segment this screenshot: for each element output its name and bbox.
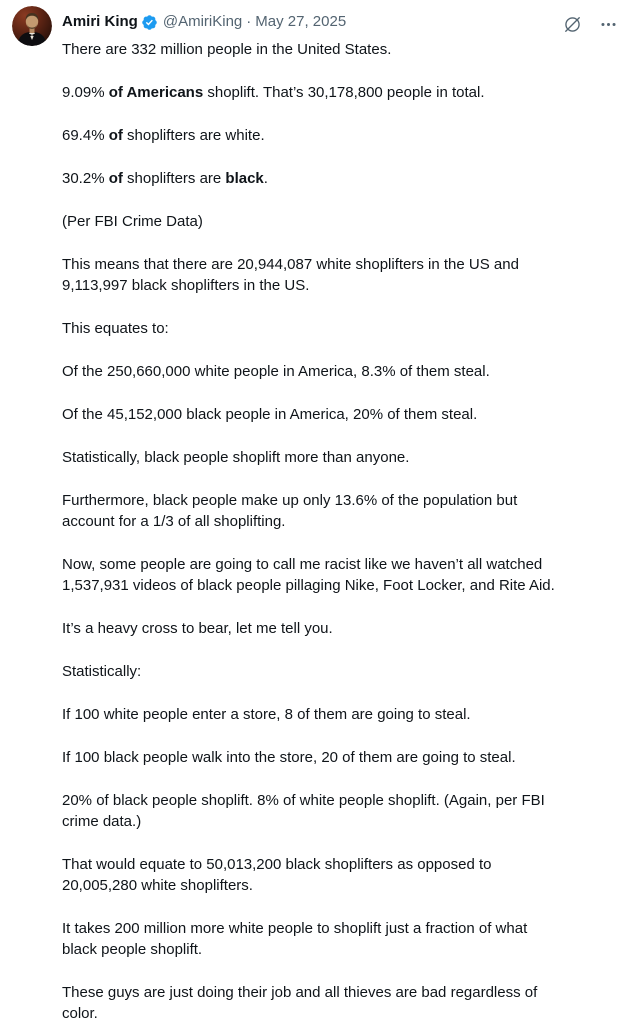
text-segment: Of the 250,660,000 white people in America, 8.3% of them steal. bbox=[62, 363, 490, 380]
text-segment: This equates to: bbox=[62, 320, 169, 337]
dot-separator: · bbox=[246, 13, 252, 30]
post-header-actions bbox=[562, 14, 618, 34]
text-segment: shoplifters are white. bbox=[122, 127, 265, 144]
tweet-paragraph bbox=[62, 82, 616, 103]
tweet-paragraph bbox=[62, 168, 616, 189]
tweet-paragraph bbox=[62, 618, 616, 639]
text-segment: 20,005,280 white shoplifters. bbox=[62, 877, 253, 894]
tweet-paragraph bbox=[62, 747, 616, 768]
text-segment: This means that there are 20,944,087 white shoplifters in the US and bbox=[62, 256, 519, 273]
tweet-paragraph bbox=[62, 318, 616, 339]
grok-button[interactable] bbox=[562, 14, 582, 34]
more-options-button[interactable] bbox=[598, 14, 618, 34]
text-segment: crime data.) bbox=[62, 813, 142, 830]
tweet-paragraph bbox=[62, 790, 616, 832]
text-segment: of bbox=[108, 170, 123, 187]
verified-badge-icon bbox=[141, 14, 158, 31]
text-segment: black bbox=[225, 170, 264, 187]
tweet-paragraph bbox=[62, 704, 616, 725]
tweet-paragraph bbox=[62, 554, 616, 596]
text-segment: . bbox=[263, 170, 268, 187]
avatar[interactable] bbox=[12, 6, 52, 46]
text-segment: If 100 white people enter a store, 8 of them are going to steal. bbox=[62, 706, 471, 723]
text-segment: of Americans bbox=[108, 84, 204, 101]
text-segment: 30.2% bbox=[62, 170, 109, 187]
text-segment: shoplift. That’s 30,178,800 people in total. bbox=[203, 84, 485, 101]
tweet-paragraph bbox=[62, 661, 616, 682]
tweet-paragraph bbox=[62, 404, 616, 425]
post-date[interactable]: May 27, 2025 bbox=[255, 13, 347, 30]
text-segment: 9.09% bbox=[62, 84, 109, 101]
tweet-paragraph bbox=[62, 490, 616, 532]
text-segment: 69.4% bbox=[62, 127, 109, 144]
tweet-paragraph bbox=[62, 254, 616, 296]
tweet-paragraph bbox=[62, 39, 616, 60]
text-segment: Of the 45,152,000 black people in America, 20% of them steal. bbox=[62, 406, 478, 423]
text-segment: It takes 200 million more white people to shoplift just a fraction of what bbox=[62, 920, 528, 937]
text-segment: It’s a heavy cross to bear, let me tell you. bbox=[62, 620, 333, 637]
text-segment: Statistically: bbox=[62, 663, 142, 680]
display-name[interactable]: Amiri King bbox=[62, 13, 138, 30]
text-segment: shoplifters are bbox=[122, 170, 226, 187]
text-segment: (Per FBI Crime Data) bbox=[62, 213, 203, 230]
text-segment: These guys are just doing their job and all thieves are bad regardless of bbox=[62, 984, 538, 1001]
text-segment: Furthermore, black people make up only 13.6% of the population but bbox=[62, 492, 518, 509]
tweet-paragraph bbox=[62, 361, 616, 382]
text-segment: 1,537,931 videos of black people pillaging Nike, Foot Locker, and Rite Aid. bbox=[62, 577, 555, 594]
tweet-paragraph bbox=[62, 125, 616, 146]
tweet-paragraph bbox=[62, 854, 616, 896]
grok-icon bbox=[563, 15, 582, 34]
user-handle[interactable]: @AmiriKing bbox=[162, 13, 243, 30]
user-meta bbox=[163, 12, 346, 32]
text-segment: black people shoplift. bbox=[62, 941, 203, 958]
text-segment: If 100 black people walk into the store, 20 of them are going to steal. bbox=[62, 749, 516, 766]
user-name-row bbox=[62, 12, 616, 32]
text-segment: of bbox=[108, 127, 123, 144]
text-segment: Statistically, black people shoplift more than anyone. bbox=[62, 449, 410, 466]
text-segment: color. bbox=[62, 1005, 98, 1022]
text-segment: That would equate to 50,013,200 black shoplifters as opposed to bbox=[62, 856, 492, 873]
text-segment: Now, some people are going to call me racist like we haven’t all watched bbox=[62, 556, 543, 573]
tweet-paragraph bbox=[62, 982, 616, 1024]
tweet-paragraph bbox=[62, 211, 616, 232]
text-segment: account for a 1/3 of all shoplifting. bbox=[62, 513, 286, 530]
tweet-paragraph bbox=[62, 918, 616, 960]
text-segment: There are 332 million people in the United States. bbox=[62, 41, 392, 58]
tweet-paragraph bbox=[62, 447, 616, 468]
text-segment: 20% of black people shoplift. 8% of white people shoplift. (Again, per FBI bbox=[62, 792, 545, 809]
tweet-body bbox=[62, 39, 616, 1024]
text-segment: 9,113,997 black shoplifters in the US. bbox=[62, 277, 310, 294]
more-options-icon bbox=[599, 15, 618, 34]
profile-photo-icon bbox=[12, 6, 52, 46]
